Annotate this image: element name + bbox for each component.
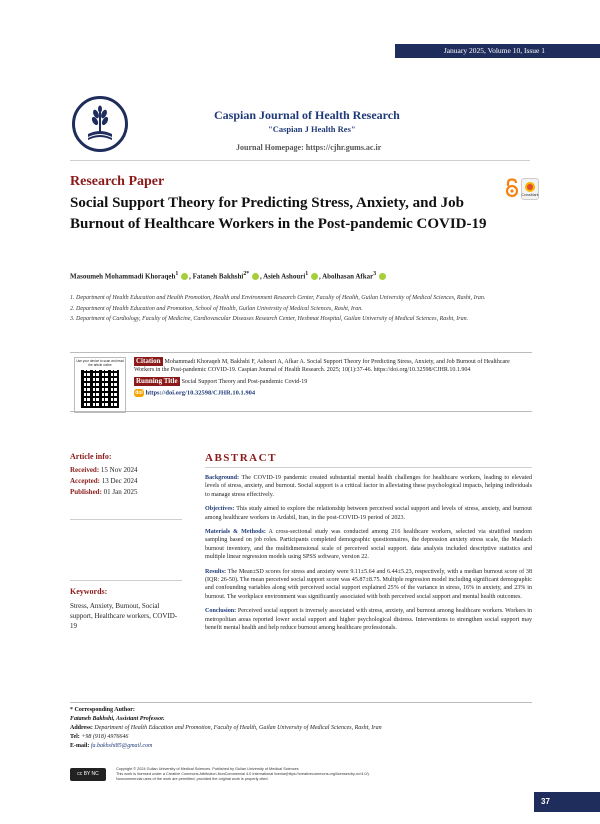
qr-caption: Use your device to scan and read the article online [76, 359, 124, 367]
corresponding-heading: * Corresponding Author: [70, 707, 135, 713]
orcid-icon[interactable] [379, 273, 386, 280]
author-sup: 2* [243, 271, 250, 277]
received-row [70, 466, 182, 474]
article-info-heading: Article info: [70, 452, 112, 461]
author-sup: 1 [175, 271, 179, 277]
corresponding-name: Fataneh Bakhshi, Assistant Professor. [70, 716, 165, 722]
qr-code-icon[interactable] [81, 370, 119, 408]
author-sup: 1 [305, 271, 309, 277]
issue-text: January 2025, Volume 10, Issue 1 [443, 46, 545, 55]
crossmark-badge[interactable] [521, 178, 539, 200]
address-label: Address: [70, 725, 93, 731]
abstract-results [205, 568, 532, 602]
journal-homepage[interactable]: Journal Homepage: https://cjhr.gums.ac.ir [236, 143, 382, 152]
abstract-objectives [205, 505, 532, 522]
published-row [70, 488, 182, 496]
author-name: Masoumeh Mohammadi Khoraqeh [70, 272, 176, 281]
methods-label: Materials & Methods: [205, 529, 266, 536]
keywords-list: Stress, Anxiety, Burnout, Social support, Healthcare workers, COVID-19 [70, 602, 178, 630]
copyright-notice [116, 767, 536, 783]
address-text: Department of Health Education and Promotion, Faculty of Health, Guilan University of Medical Sciences, Rasht, Iran [94, 725, 382, 731]
keywords-divider [70, 580, 182, 581]
doi-link[interactable]: https://doi.org/10.32598/CJHR.10.1.904 [145, 389, 256, 397]
open-access-icon [505, 178, 519, 203]
crossmark-label: CrossMark [521, 192, 539, 197]
keywords-section [70, 587, 182, 631]
cc-license-badge[interactable]: cc BY NC [70, 768, 106, 781]
email-link[interactable]: fa.bakhshi85@gmail.com [90, 743, 153, 749]
objectives-label: Objectives: [205, 506, 235, 513]
methods-text: A cross-sectional study was conducted among 216 healthcare workers, selected via stratified random sampling based on job roles. Participants completed demographic questionnaires, the depression anxiety stress scale, the Maslach burnout inventory, and the multidimensional scale of perceived social support. data analysis included descriptive statistics and multiple linear regression models using SPSS software, version 22. [205, 529, 532, 561]
page-number: 37 [534, 792, 600, 812]
author-name: Fataneh Bakhshi [192, 272, 244, 281]
copyright-line: Copyright © 2024 Guilan University of Medical Sciences. Published by Guilan University of Medical Sciences [116, 767, 299, 771]
citation-line [134, 357, 528, 374]
running-title-tag: Running Title [136, 377, 178, 385]
conclusion-label: Conclusion: [205, 608, 237, 615]
doi-line [134, 389, 528, 397]
qr-panel [74, 357, 126, 413]
tel-label: Tel: [70, 734, 80, 740]
paper-type: Research Paper [70, 174, 165, 189]
usage-line: Noncommercial uses of the work are permitted, provided the original work is properly cited. [116, 777, 269, 782]
license-line: This work is licensed under a Creative Commons Attribution-NonCommercial 4.0 International license(https://creativecommons.org/licenses/by-nc/4.0/). [116, 772, 370, 777]
received-date: 15 Nov 2024 [100, 466, 138, 474]
journal-logo [72, 96, 128, 152]
tel-text: +98 (918) 4976646 [81, 734, 129, 740]
abstract-divider [205, 467, 532, 468]
citation-tag: Citation [136, 357, 161, 365]
running-title: Social Support Theory and Post-pandemic Covid-19 [181, 379, 308, 385]
article-info-divider [70, 519, 182, 520]
received-label: Received: [70, 466, 100, 474]
author-name: Abolhasan Afkar [322, 272, 374, 281]
affiliations [70, 294, 532, 326]
citation-block [134, 357, 528, 397]
email-label: E-mail: [70, 743, 90, 749]
running-title-line [134, 377, 528, 386]
affiliation-item: 2. Department of Health Education and Promotion, School of Health, Guilan University of Medical Sciences, Rasht, Iran. [70, 305, 363, 312]
affiliation-item: 1. Department of Health Education and Health Promotion, Health and Environment Research Center, Faculty of Health, Guilan University of Medical Sciences, Rasht, Iran. [70, 295, 486, 301]
accepted-label: Accepted: [70, 477, 100, 485]
accepted-row [70, 477, 182, 485]
issue-bar [395, 44, 600, 58]
orcid-icon[interactable] [252, 273, 259, 280]
accepted-date: 13 Dec 2024 [101, 477, 138, 485]
citation-box [70, 352, 532, 412]
background-label: Background: [205, 475, 240, 481]
journal-short-title: "Caspian J Health Res" [268, 124, 356, 134]
paper-title: Social Support Theory for Predicting Stress, Anxiety, and Job Burnout of Healthcare Workers in the Post-pandemic COVID-19 [70, 195, 487, 232]
objectives-text: This study aimed to explore the relationship between perceived social support and levels of stress, anxiety, and burnout among healthcare workers in Ardabil, Iran, in the post-COVID-19 period of 2023. [205, 506, 532, 521]
background-text: The COVID-19 pandemic created substantial mental health challenges for healthcare workers, leading to elevated levels of stress, anxiety, and burnout. Social support is a critical factor in alleviating these psychological impacts, helping individuals to manage stress effectively. [205, 475, 532, 498]
crossmark-icon [525, 182, 535, 192]
conclusion-text: Perceived social support is inversely associated with stress, anxiety, and burnout among healthcare workers. Workers in metropolitan areas reported lower social support and higher psychological distress. Interventions to strengthen social support may benefit mental health and help reduce burnout among healthcare professionals. [205, 608, 533, 632]
doi-icon: doi [135, 390, 143, 396]
author-list: Masoumeh Mohammadi Khoraqeh$^1$ , Fataneh Bakhshi$^{2*}$ , Asieh Ashouri$^1$ , Abolhasan Afkar$^3$ [70, 271, 387, 280]
orcid-icon[interactable] [311, 273, 318, 280]
results-label: Results: [205, 568, 226, 575]
abstract-methods [205, 528, 532, 562]
article-info [70, 452, 182, 499]
affiliation-item: 3. Department of Cardiology, Faculty of Medicine, Cardiovascular Diseases Research Center, Heshmat Hospital, Guilan University of Medical Sciences, Rasht, Iran. [70, 316, 469, 322]
journal-title: Caspian Journal of Health Research [214, 108, 400, 122]
author-name: Asieh Ashouri [263, 272, 306, 281]
orcid-icon[interactable] [181, 273, 188, 280]
abstract-background [205, 474, 532, 499]
header-divider [70, 160, 530, 161]
abstract-conclusion [205, 607, 532, 632]
published-date: 01 Jan 2025 [103, 488, 138, 496]
author-sup: 3 [373, 271, 377, 277]
published-label: Published: [70, 488, 102, 496]
keywords-heading: Keywords: [70, 587, 108, 596]
wheat-emblem-icon [80, 104, 120, 144]
abstract-heading: ABSTRACT [205, 452, 277, 464]
citation-text: Mohammadi Khoraqeh M, Bakhshi F, Ashouri A, Afkar A. Social Support Theory for Predicting Stress, Anxiety, and Job Burnout of Healthcare Workers in the Post-pandemic COVID-19. Caspian Journal of Health Research. 2025; 10(1):37-46. https://doi.org/10.32598/CJHR.10.1.904 [134, 359, 510, 373]
results-text: The Mean±SD scores for stress and anxiety were 9.11±5.64 and 6.44±5.23, respectively, with a median burnout score of 38 (IQR: 26-50). The mean perceived social support score was 45.87±8.75. Multiple regression model including significant demographic and confounding variables along with perceived social support explained 25% of the variance in stress, 16% in anxiety, and 23% in burnout. The workplace environment was significantly associated with both perceived social support and mental health outcomes. [205, 568, 532, 600]
abstract-section [205, 452, 532, 639]
corresponding-author [70, 702, 532, 751]
